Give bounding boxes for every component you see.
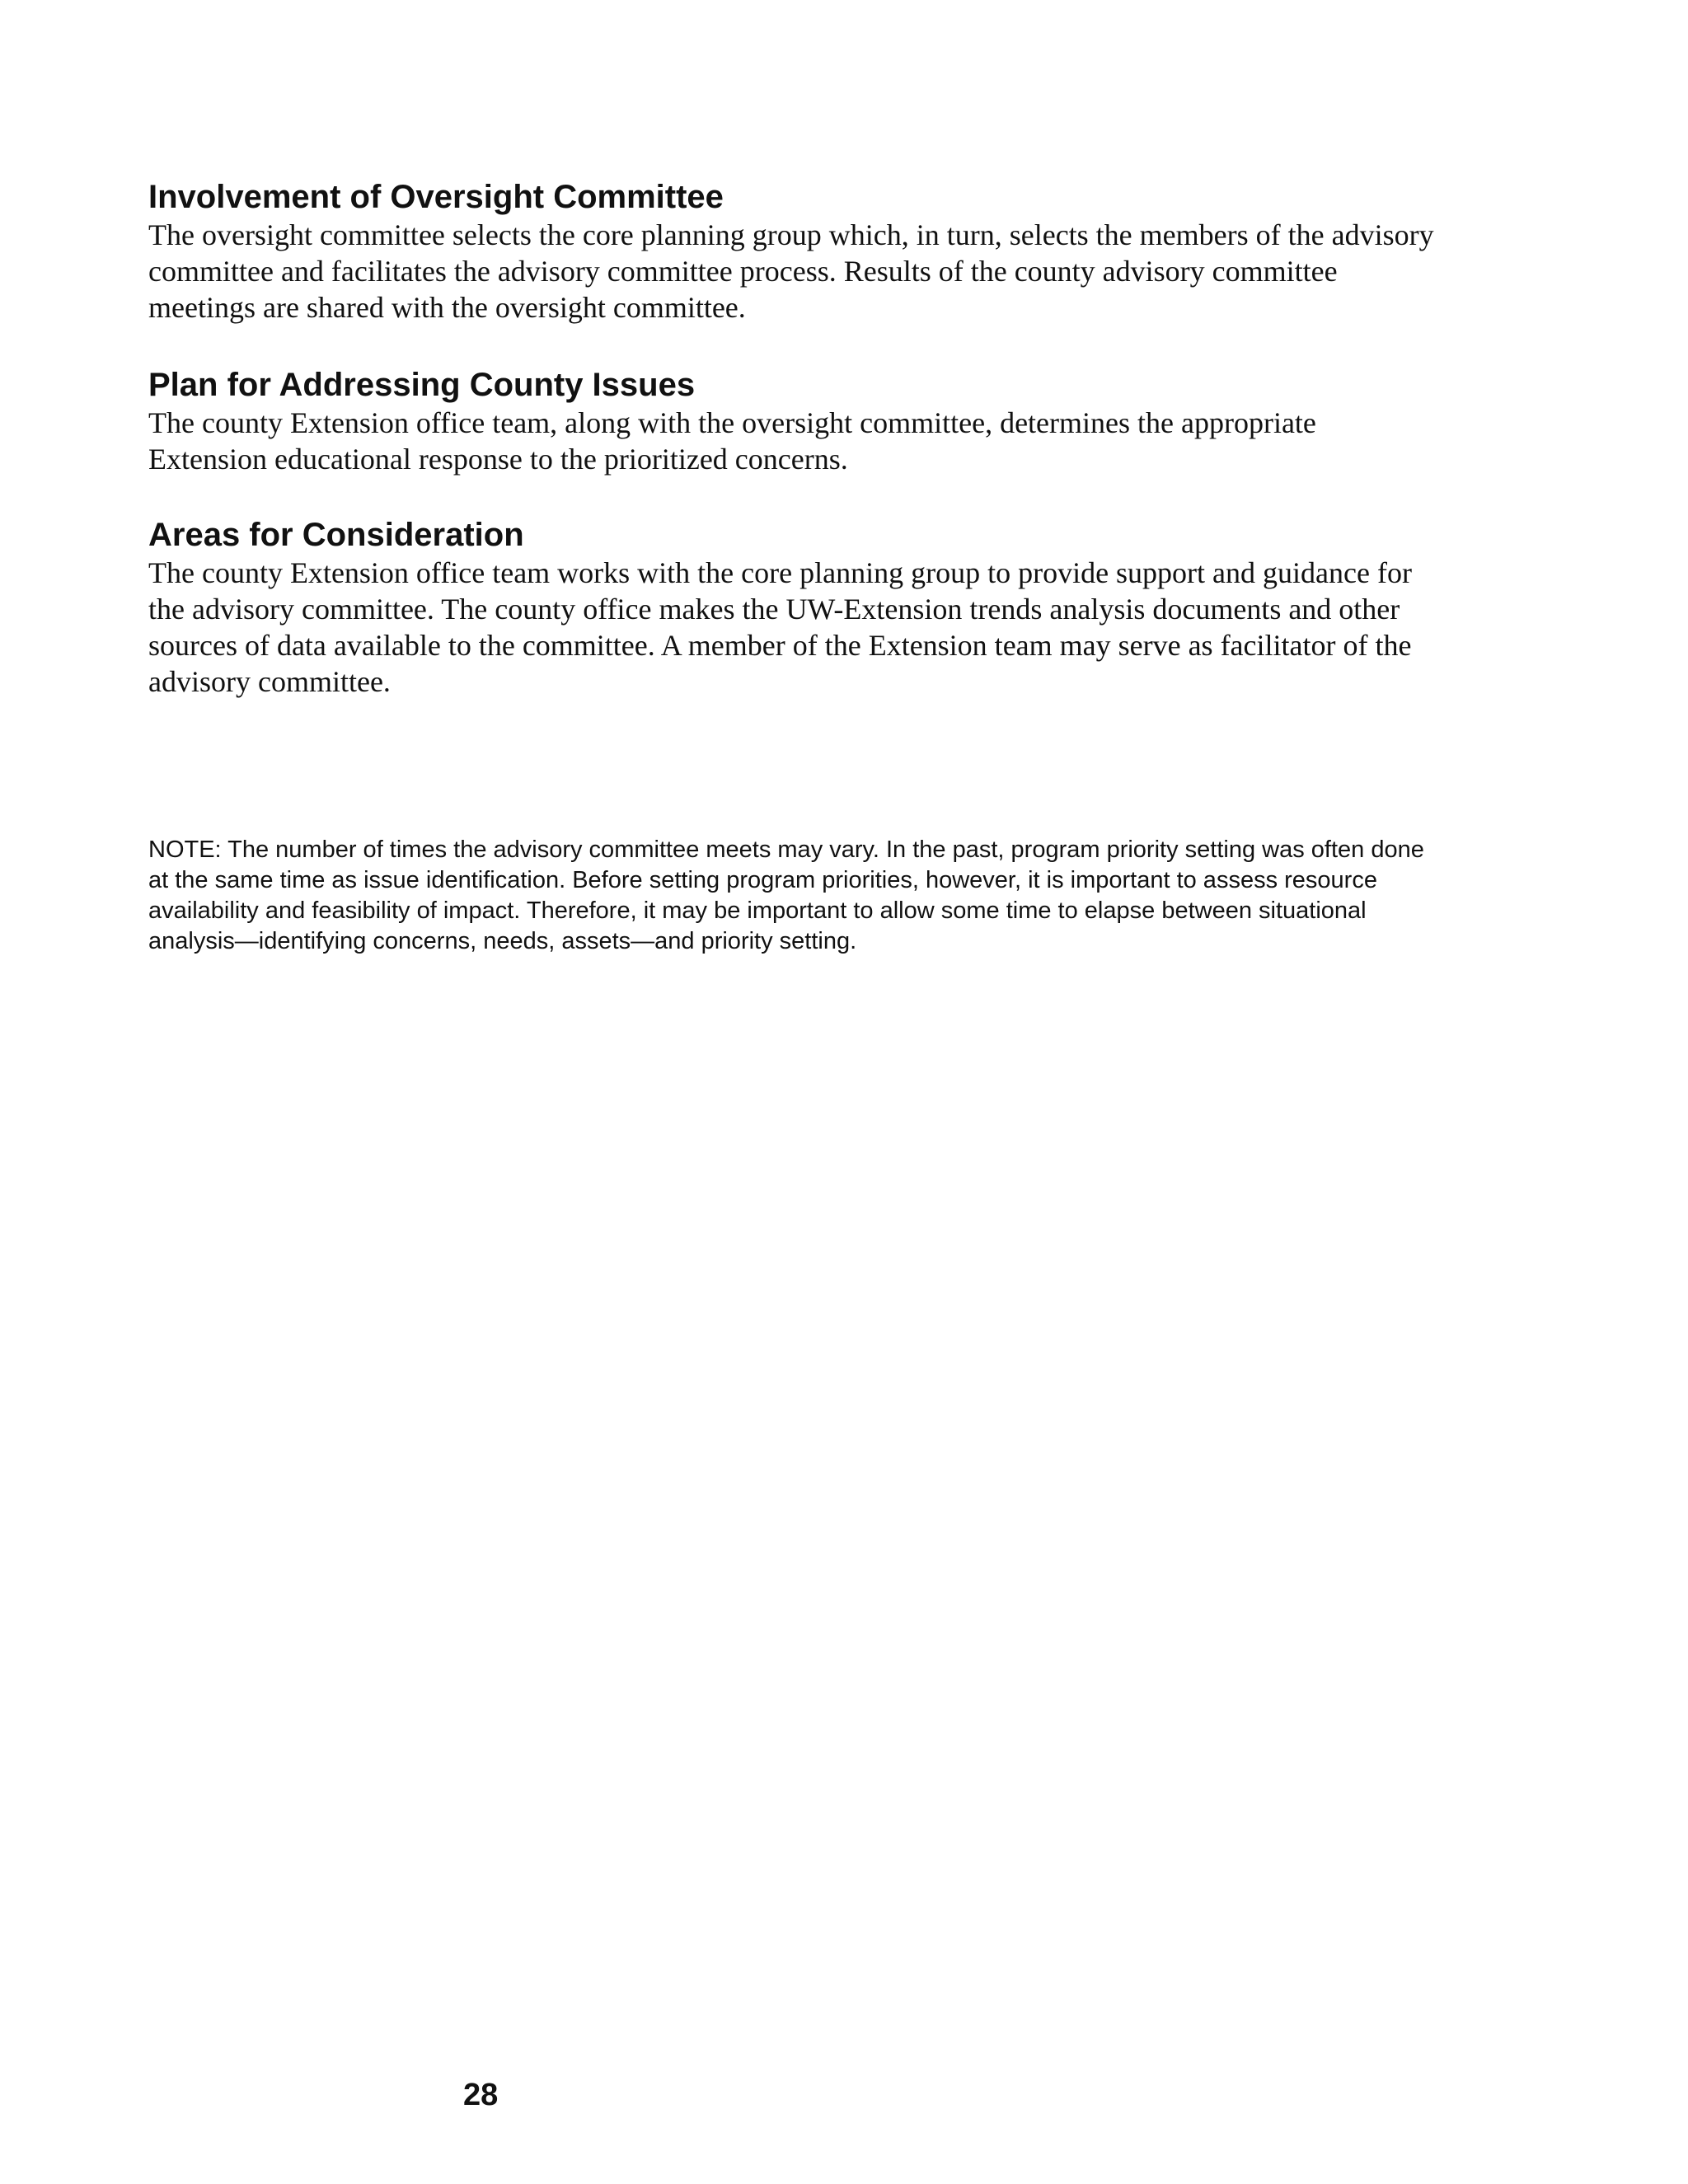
section-body-areas-for-consideration: The county Extension office team works with the core planning group to provide support and guidance for the advisory committee. The county office makes the UW-Extension trends analysis documents and other sources of data available to the committee. A member of the Extension team may serve as facilitator of the advisory committee. <box>148 556 1412 698</box>
page-content <box>148 177 1434 957</box>
section-heading-oversight-committee: Involvement of Oversight Committee <box>148 179 724 215</box>
section-heading-areas-for-consideration: Areas for Consideration <box>148 517 524 553</box>
section-body-oversight-committee: The oversight committee selects the core planning group which, in turn, selects the members of the advisory committee and facilitates the advisory committee process. Results of the county advisory committee meetings are shared with the oversight committee. <box>148 218 1434 324</box>
section-body-county-issues: The county Extension office team, along with the oversight committee, determines the appropriate Extension educational response to the prioritized concerns. <box>148 406 1316 476</box>
note-paragraph: NOTE: The number of times the advisory committee meets may vary. In the past, program priority setting was often done at the same time as issue identification. Before setting program priorities, however, it is important to assess resource availability and feasibility of impact. Therefore, it may be important to allow some time to elapse between situational analysis—identifying concerns, needs, assets—and priority setting. <box>148 837 1424 954</box>
section-heading-county-issues: Plan for Addressing County Issues <box>148 367 696 403</box>
page-number: 28 <box>463 2078 499 2112</box>
